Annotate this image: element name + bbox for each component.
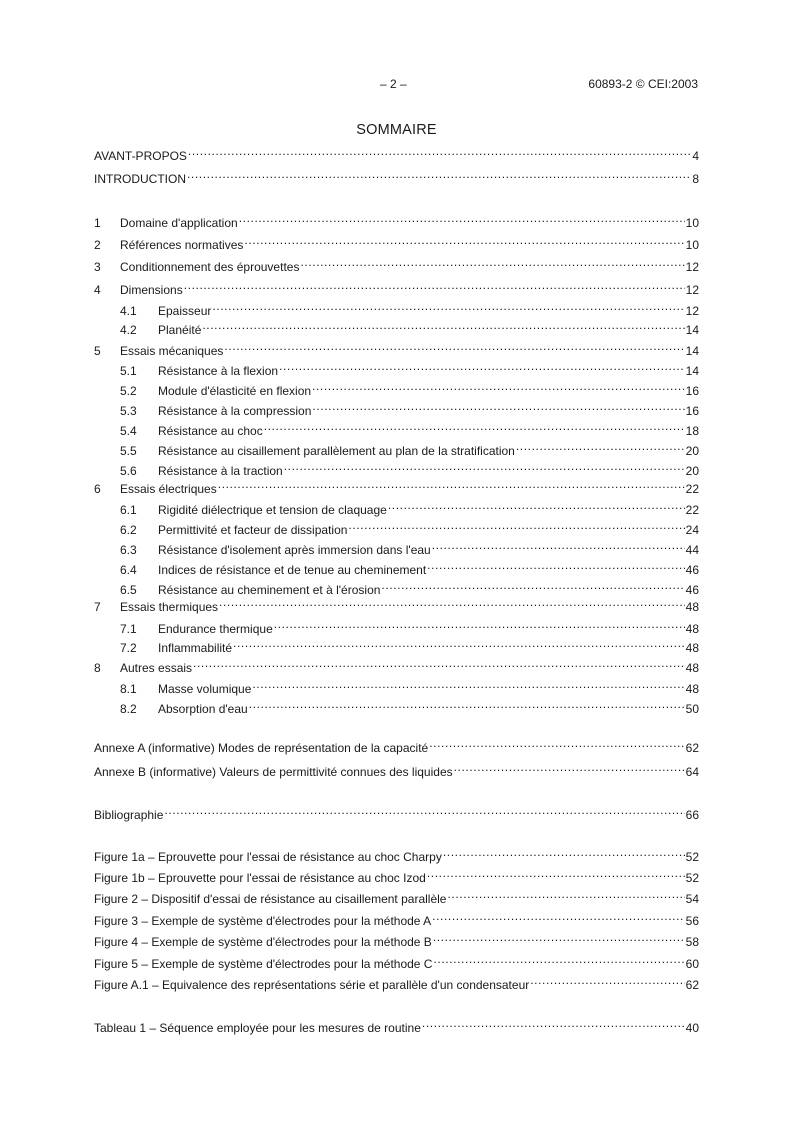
toc-entry-title: AVANT-PROPOS — [94, 149, 187, 163]
dot-leader — [454, 759, 685, 776]
toc-entry[interactable] — [94, 886, 699, 906]
toc-entry[interactable] — [94, 972, 699, 992]
dot-leader — [433, 929, 685, 946]
toc-entry-page: 14 — [685, 323, 699, 337]
dot-leader — [193, 655, 685, 672]
dot-leader — [348, 517, 684, 534]
toc-entry-number: 5.1 — [120, 364, 137, 378]
toc-entry-page: 14 — [685, 344, 699, 358]
toc-entry-title: Essais mécaniques — [120, 344, 224, 358]
dot-leader — [164, 802, 684, 819]
toc-entry-page: 48 — [685, 661, 699, 675]
toc-entry-title: Résistance au cheminement et à l'érosion — [158, 583, 381, 597]
toc-entry[interactable] — [94, 676, 699, 696]
toc-entry-title: INTRODUCTION — [94, 172, 186, 186]
toc-entry[interactable] — [94, 458, 699, 478]
toc-entry-title: Essais thermiques — [120, 600, 219, 614]
dot-leader — [224, 338, 684, 355]
toc-entry-number: 3 — [94, 260, 101, 274]
toc-entry-number: 5 — [94, 344, 101, 358]
dot-leader — [312, 398, 684, 415]
toc-entry[interactable] — [94, 476, 699, 496]
dot-leader — [530, 972, 684, 989]
toc-entry[interactable] — [94, 802, 699, 822]
toc-entry-title: Tableau 1 – Séquence employée pour les mesures de routine — [94, 1021, 421, 1035]
dot-leader — [202, 317, 684, 334]
toc-entry[interactable] — [94, 517, 699, 537]
toc-entry-title: Endurance thermique — [158, 622, 273, 636]
toc-entry[interactable] — [94, 358, 699, 378]
toc-entry[interactable] — [94, 210, 699, 230]
dot-leader — [432, 537, 685, 554]
dot-leader — [312, 378, 685, 395]
toc-entry[interactable] — [94, 143, 699, 163]
toc-entry[interactable] — [94, 254, 699, 274]
toc-entry-title: Rigidité diélectrique et tension de claquage — [158, 503, 387, 517]
dot-leader — [447, 886, 684, 903]
toc-entry-number: 4.2 — [120, 323, 137, 337]
toc-entry-title: Figure A.1 – Equivalence des représentations série et parallèle d'un condensateur — [94, 978, 530, 992]
toc-entry-title: Figure 3 – Exemple de système d'électrodes pour la méthode A — [94, 914, 432, 928]
toc-entry[interactable] — [94, 735, 699, 755]
toc-entry[interactable] — [94, 232, 699, 252]
toc-entry-title: Epaisseur — [158, 304, 212, 318]
toc-entry[interactable] — [94, 929, 699, 949]
toc-entry-page: 4 — [692, 149, 699, 163]
toc-entry-page: 54 — [685, 892, 699, 906]
toc-entry[interactable] — [94, 557, 699, 577]
dot-leader — [388, 497, 685, 514]
dot-leader — [239, 210, 685, 227]
dot-leader — [279, 358, 685, 375]
toc-entry-page: 48 — [685, 682, 699, 696]
toc-entry[interactable] — [94, 277, 699, 297]
toc-entry-page: 60 — [685, 957, 699, 971]
dot-leader — [427, 557, 684, 574]
toc-entry[interactable] — [94, 577, 699, 597]
toc-entry-number: 6.4 — [120, 563, 137, 577]
toc-entry[interactable] — [94, 908, 699, 928]
toc-entry[interactable] — [94, 418, 699, 438]
toc-entry-title: Résistance au cisaillement parallèlement au plan de la stratification — [158, 444, 515, 458]
toc-entry-title: Figure 1b – Eprouvette pour l'essai de résistance au choc Izod — [94, 871, 426, 885]
toc-entry-page: 8 — [692, 172, 699, 186]
toc-entry-number: 6.3 — [120, 543, 137, 557]
dot-leader — [212, 298, 684, 315]
toc-entry[interactable] — [94, 378, 699, 398]
toc-entry-title: Indices de résistance et de tenue au cheminement — [158, 563, 427, 577]
dot-leader — [188, 143, 691, 160]
toc-entry-page: 58 — [685, 935, 699, 949]
toc-entry-title: Planéité — [158, 323, 202, 337]
dot-leader — [429, 735, 684, 752]
toc-entry-number: 6.1 — [120, 503, 137, 517]
dot-leader — [433, 951, 684, 968]
page-number: – 2 – — [380, 77, 407, 91]
toc-entry-number: 6.5 — [120, 583, 137, 597]
toc-entry-page: 64 — [685, 765, 699, 779]
toc-entry[interactable] — [94, 338, 699, 358]
toc-entry-number: 8.1 — [120, 682, 137, 696]
toc-entry-page: 18 — [685, 424, 699, 438]
dot-leader — [233, 635, 685, 652]
toc-entry-number: 6.2 — [120, 523, 137, 537]
dot-leader — [184, 277, 685, 294]
toc-entry-title: Figure 1a – Eprouvette pour l'essai de résistance au choc Charpy — [94, 850, 442, 864]
dot-leader — [422, 1015, 685, 1032]
toc-entry-title: Annexe A (informative) Modes de représentation de la capacité — [94, 741, 429, 755]
page-title: SOMMAIRE — [356, 122, 437, 138]
dot-leader — [264, 418, 685, 435]
toc-entry[interactable] — [94, 635, 699, 655]
toc-entry[interactable] — [94, 438, 699, 458]
toc-entry[interactable] — [94, 951, 699, 971]
toc-entry-page: 50 — [685, 702, 699, 716]
toc-entry-title: Domaine d'application — [120, 216, 238, 230]
toc-entry-page: 10 — [685, 216, 699, 230]
toc-entry-page: 62 — [685, 741, 699, 755]
toc-entry-number: 8.2 — [120, 702, 137, 716]
toc-entry-title: Figure 5 – Exemple de système d'électrodes pour la méthode C — [94, 957, 433, 971]
dot-leader — [252, 676, 684, 693]
toc-entry-title: Bibliographie — [94, 808, 164, 822]
toc-entry-page: 52 — [685, 850, 699, 864]
toc-entry[interactable] — [94, 616, 699, 636]
dot-leader — [381, 577, 684, 594]
toc-entry-number: 7.1 — [120, 622, 137, 636]
toc-entry-title: Résistance à la flexion — [158, 364, 279, 378]
toc-entry[interactable] — [94, 759, 699, 779]
dot-leader — [516, 438, 685, 455]
dot-leader — [432, 908, 684, 925]
toc-entry-page: 48 — [685, 641, 699, 655]
toc-entry[interactable] — [94, 497, 699, 517]
toc-entry-title: Module d'élasticité en flexion — [158, 384, 312, 398]
toc-entry-title: Annexe B (informative) Valeurs de permittivité connues des liquides — [94, 765, 453, 779]
toc-entry-number: 5.3 — [120, 404, 137, 418]
toc-entry-title: Inflammabilité — [158, 641, 233, 655]
toc-entry-title: Résistance à la traction — [158, 464, 283, 478]
toc-entry-title: Conditionnement des éprouvettes — [120, 260, 300, 274]
toc-entry-number: 5.5 — [120, 444, 137, 458]
dot-leader — [219, 594, 685, 611]
toc-entry-page: 66 — [685, 808, 699, 822]
toc-entry-number: 6 — [94, 482, 101, 496]
toc-entry-page: 22 — [685, 482, 699, 496]
toc-entry-number: 7 — [94, 600, 101, 614]
toc-entry-page: 46 — [685, 563, 699, 577]
toc-entry-number: 5.4 — [120, 424, 137, 438]
toc-entry[interactable] — [94, 537, 699, 557]
toc-entry-page: 48 — [685, 600, 699, 614]
toc-entry-number: 4 — [94, 283, 101, 297]
toc-entry[interactable] — [94, 317, 699, 337]
toc-entry[interactable] — [94, 844, 699, 864]
toc-entry[interactable] — [94, 166, 699, 186]
toc-entry-title: Résistance à la compression — [158, 404, 312, 418]
toc-entry-title: Figure 2 – Dispositif d'essai de résistance au cisaillement parallèle — [94, 892, 447, 906]
toc-entry-page: 20 — [685, 464, 699, 478]
toc-entry-number: 2 — [94, 238, 101, 252]
toc-entry-page: 56 — [685, 914, 699, 928]
toc-entry[interactable] — [94, 655, 699, 675]
toc-entry-title: Figure 4 – Exemple de système d'électrodes pour la méthode B — [94, 935, 432, 949]
toc-entry-title: Résistance d'isolement après immersion dans l'eau — [158, 543, 431, 557]
toc-entry-title: Résistance au choc — [158, 424, 263, 438]
toc-entry-page: 62 — [685, 978, 699, 992]
toc-entry-number: 5.6 — [120, 464, 137, 478]
toc-entry-page: 20 — [685, 444, 699, 458]
toc-entry-page: 52 — [685, 871, 699, 885]
dot-leader — [284, 458, 685, 475]
toc-entry-title: Autres essais — [120, 661, 193, 675]
toc-entry-number: 5.2 — [120, 384, 137, 398]
dot-leader — [249, 696, 685, 713]
toc-entry-page: 16 — [685, 384, 699, 398]
toc-entry-page: 22 — [685, 503, 699, 517]
document-reference: 60893-2 © CEI:2003 — [588, 77, 698, 91]
toc-entry-page: 24 — [685, 523, 699, 537]
toc-entry-page: 14 — [685, 364, 699, 378]
toc-entry-page: 44 — [685, 543, 699, 557]
toc-entry[interactable] — [94, 594, 699, 614]
toc-entry[interactable] — [94, 298, 699, 318]
toc-entry-title: Références normatives — [120, 238, 244, 252]
dot-leader — [187, 166, 691, 183]
toc-entry-page: 48 — [685, 622, 699, 636]
dot-leader — [443, 844, 685, 861]
toc-entry-title: Permittivité et facteur de dissipation — [158, 523, 348, 537]
dot-leader — [218, 476, 685, 493]
toc-entry-title: Essais électriques — [120, 482, 217, 496]
toc-entry-number: 1 — [94, 216, 101, 230]
dot-leader — [427, 865, 685, 882]
dot-leader — [274, 616, 685, 633]
toc-entry-page: 12 — [685, 260, 699, 274]
toc-entry[interactable] — [94, 696, 699, 716]
toc-entry-page: 12 — [685, 283, 699, 297]
toc-entry-title: Absorption d'eau — [158, 702, 248, 716]
toc-entry-title: Masse volumique — [158, 682, 252, 696]
dot-leader — [300, 254, 684, 271]
toc-entry-number: 8 — [94, 661, 101, 675]
toc-entry-number: 7.2 — [120, 641, 137, 655]
toc-entry[interactable] — [94, 1015, 699, 1035]
toc-entry-page: 40 — [685, 1021, 699, 1035]
toc-entry-page: 12 — [685, 304, 699, 318]
toc-entry-page: 16 — [685, 404, 699, 418]
toc-entry-page: 10 — [685, 238, 699, 252]
toc-entry[interactable] — [94, 865, 699, 885]
toc-entry[interactable] — [94, 398, 699, 418]
dot-leader — [244, 232, 684, 249]
toc-entry-page: 46 — [685, 583, 699, 597]
toc-entry-number: 4.1 — [120, 304, 137, 318]
toc-entry-title: Dimensions — [120, 283, 183, 297]
